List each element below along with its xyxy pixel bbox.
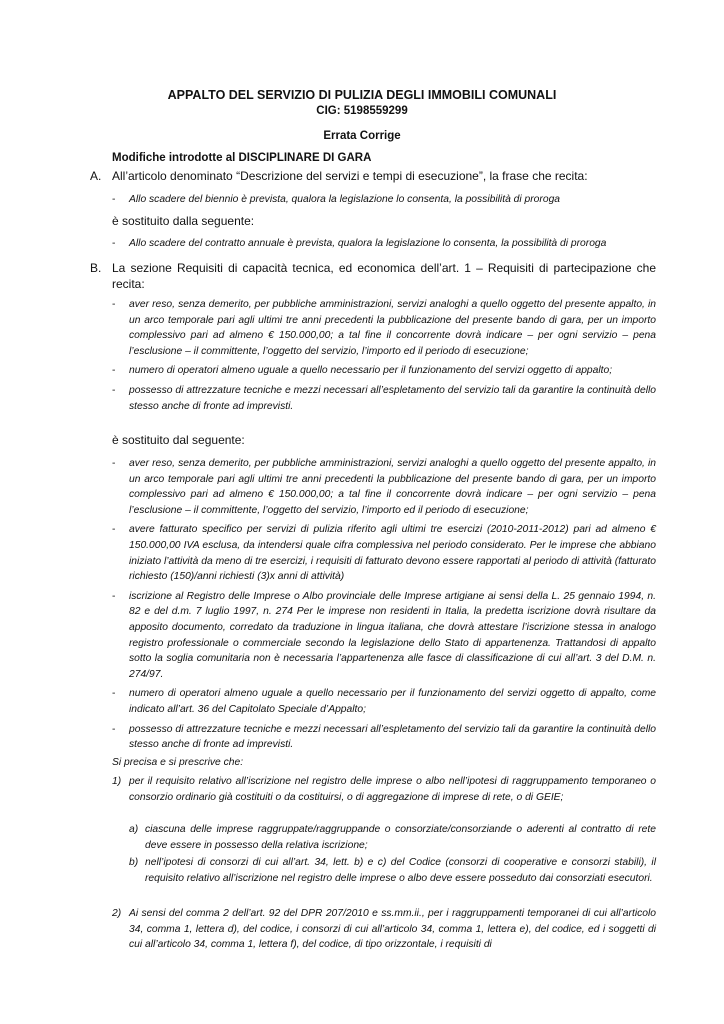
- lettered-item: [129, 822, 656, 853]
- section-b: [90, 260, 656, 292]
- list-item-text: numero di operatori almeno uguale a quello necessario per il funzionamento del servizi oggetto di appalto, come indicato all’art. 36 del Capitolato Speciale d’Appalto;: [129, 688, 656, 715]
- section-a-replaced-label: è sostituito dalla seguente:: [112, 214, 255, 228]
- list-item-text: Allo scadere del contratto annuale è prevista, qualora la legislazione lo consenta, la possibilità di proroga: [129, 238, 607, 249]
- dash-marker: -: [112, 590, 116, 602]
- dash-marker: -: [112, 384, 116, 396]
- dash-marker: -: [112, 688, 116, 700]
- section-a-old-list: [112, 192, 656, 212]
- lettered-text: nell’ipotesi di consorzi di cui all’art. 34, lett. b) e c) del Codice (consorzi di cooperative e consorzi stabili), il requisito relativo all’iscrizione nel registro delle imprese o albo deve essere posseduto dai consorziati esecutori.: [145, 857, 656, 884]
- dash-marker: -: [112, 524, 116, 536]
- dash-marker: -: [112, 194, 116, 205]
- numbered-text: per il requisito relativo all’iscrizione nel registro delle imprese o albo nell’ipotesi di raggruppamento temporaneo o consorzio ordinario già costituiti o da costituirsi, o di aggregazione di imprese di rete, o di GEIE;: [129, 776, 656, 803]
- list-item-text: numero di operatori almeno uguale a quello necessario per il funzionamento del servizi oggetto di appalto;: [129, 365, 613, 377]
- list-item: [112, 383, 656, 414]
- numbered-marker: 2): [112, 908, 122, 919]
- list-item: [112, 192, 656, 208]
- list-item: [112, 297, 656, 359]
- list-item-text: possesso di attrezzature tecniche e mezzi necessari all’espletamento del servizio tali da garantire la continuità dello stesso anche di fronte ad imprevisti.: [129, 723, 656, 751]
- section-b-replaced-label: è sostituito dal seguente:: [112, 433, 245, 447]
- list-item: [112, 236, 656, 252]
- list-item: [112, 522, 656, 584]
- section-a: [90, 168, 656, 184]
- numbered-item: [112, 774, 656, 805]
- list-item-text: possesso di attrezzature tecniche e mezzi necessari all’espletamento del servizio tali da garantire la continuità dello stesso anche di fronte ad imprevisti.: [129, 384, 656, 412]
- list-item-text: Allo scadere del biennio è prevista, qualora la legislazione lo consenta, la possibilità di proroga: [129, 194, 561, 205]
- section-subheading: Modifiche introdotte al DISCIPLINARE DI GARA: [112, 152, 372, 164]
- section-b-text: La sezione Requisiti di capacità tecnica, ed economica dell’art. 1 – Requisiti di partecipazione che recita:: [112, 261, 656, 291]
- list-item-text: aver reso, senza demerito, per pubbliche amministrazioni, servizi analoghi a quello oggetto del presente appalto, in un arco temporale pari agli ultimi tre anni precedenti la pubblicazione del presente bando di gara, per un importo complessivo pari ad almeno € 150.000,00; a tal fine il concorrente dovrà indicare – per ogni servizio – pena l’esclusione – il committente, l’oggetto del servizio, l’importo ed il periodo di esecuzione;: [129, 299, 656, 357]
- section-a-letter: A.: [90, 169, 102, 183]
- document-title: APPALTO DEL SERVIZIO DI PULIZIA DEGLI IMMOBILI COMUNALI: [167, 88, 557, 102]
- numbered-item: [112, 906, 656, 953]
- list-item: [112, 456, 656, 518]
- list-item-text: aver reso, senza demerito, per pubbliche amministrazioni, servizi analoghi a quello oggetto del presente appalto, in un arco temporale pari agli ultimi tre anni precedenti la pubblicazione del presente bando di gara, per un importo complessivo pari ad almeno € 150.000,00; a tal fine il concorrente dovrà indicare – per ogni servizio – pena l’esclusione – il committente, l’oggetto del servizio, l’importo ed il periodo di esecuzione;: [129, 458, 656, 516]
- list-item-text: iscrizione al Registro delle Imprese o Albo provinciale delle Imprese artigiane ai sensi della L. 25 gennaio 1994, n. 82 e del d.m. 7 luglio 1997, n. 274 Per le imprese non residenti in Italia, la predetta iscrizione dovrà risultare da apposito documento, corredato da traduzione in lingua italiana, che dovrà attestare l’iscrizione stessa in analogo registro professionale o commerciale secondo la legislazione dello Stato di appartenenza. Trattandosi di appalto sotto la soglia comunitaria non è necessaria l’appartenenza alle fasce di classificazione di cui all’art. 3 del D.M. n. 274/97.: [129, 590, 656, 680]
- dash-marker: -: [112, 723, 116, 735]
- errata-heading: Errata Corrige: [323, 130, 401, 142]
- list-item-text: avere fatturato specifico per servizi di pulizia riferito agli ultimi tre esercizi (2010-2011-2012) pari ad almeno € 150.000,00 IVA esclusa, da intendersi quale cifra complessiva nel periodo considerato. Per le imprese che abbiano iniziato l’attività da meno di tre esercizi, i requisiti di fatturato devono essere rapportati al periodo di attività (fatturato richiesto (150)/anni richiesti (3)x anni di attività): [129, 524, 656, 583]
- lettered-marker: a): [129, 824, 139, 835]
- lettered-marker: b): [129, 857, 139, 868]
- dash-marker: -: [112, 458, 116, 469]
- section-a-new-list: [112, 236, 656, 256]
- list-item: [112, 589, 656, 683]
- dash-marker: -: [112, 238, 116, 249]
- dash-marker: -: [112, 365, 116, 377]
- list-item: [112, 363, 656, 379]
- dash-marker: -: [112, 299, 116, 310]
- lettered-item: [129, 855, 656, 886]
- section-b-old-list: [112, 297, 656, 418]
- numbered-marker: 1): [112, 776, 122, 787]
- lettered-text: ciascuna delle imprese raggruppate/raggruppande o consorziate/consorziande o aderenti al contratto di rete deve essere in possesso della relativa iscrizione;: [145, 824, 656, 851]
- list-item: [112, 686, 656, 717]
- section-b-new-list: [112, 456, 656, 757]
- prescription-note: Si precisa e si prescrive che:: [112, 757, 244, 768]
- section-b-letter: B.: [90, 261, 102, 275]
- list-item: [112, 722, 656, 753]
- section-a-text: All’articolo denominato “Descrizione del servizi e tempi di esecuzione”, la frase che recita:: [112, 169, 588, 183]
- numbered-text: Ai sensi del comma 2 dell’art. 92 del DPR 207/2010 e ss.mm.ii., per i raggruppamenti temporanei di cui all’articolo 34, comma 1, lettera d), del codice, i consorzi di cui all’articolo 34, comma 1, lettera e), del codice, ed i soggetti di cui all’articolo 34, comma 1, lettera f), del codice, di tipo orizzontale, i requisiti di: [129, 908, 656, 951]
- cig-code: CIG: 5198559299: [316, 105, 408, 117]
